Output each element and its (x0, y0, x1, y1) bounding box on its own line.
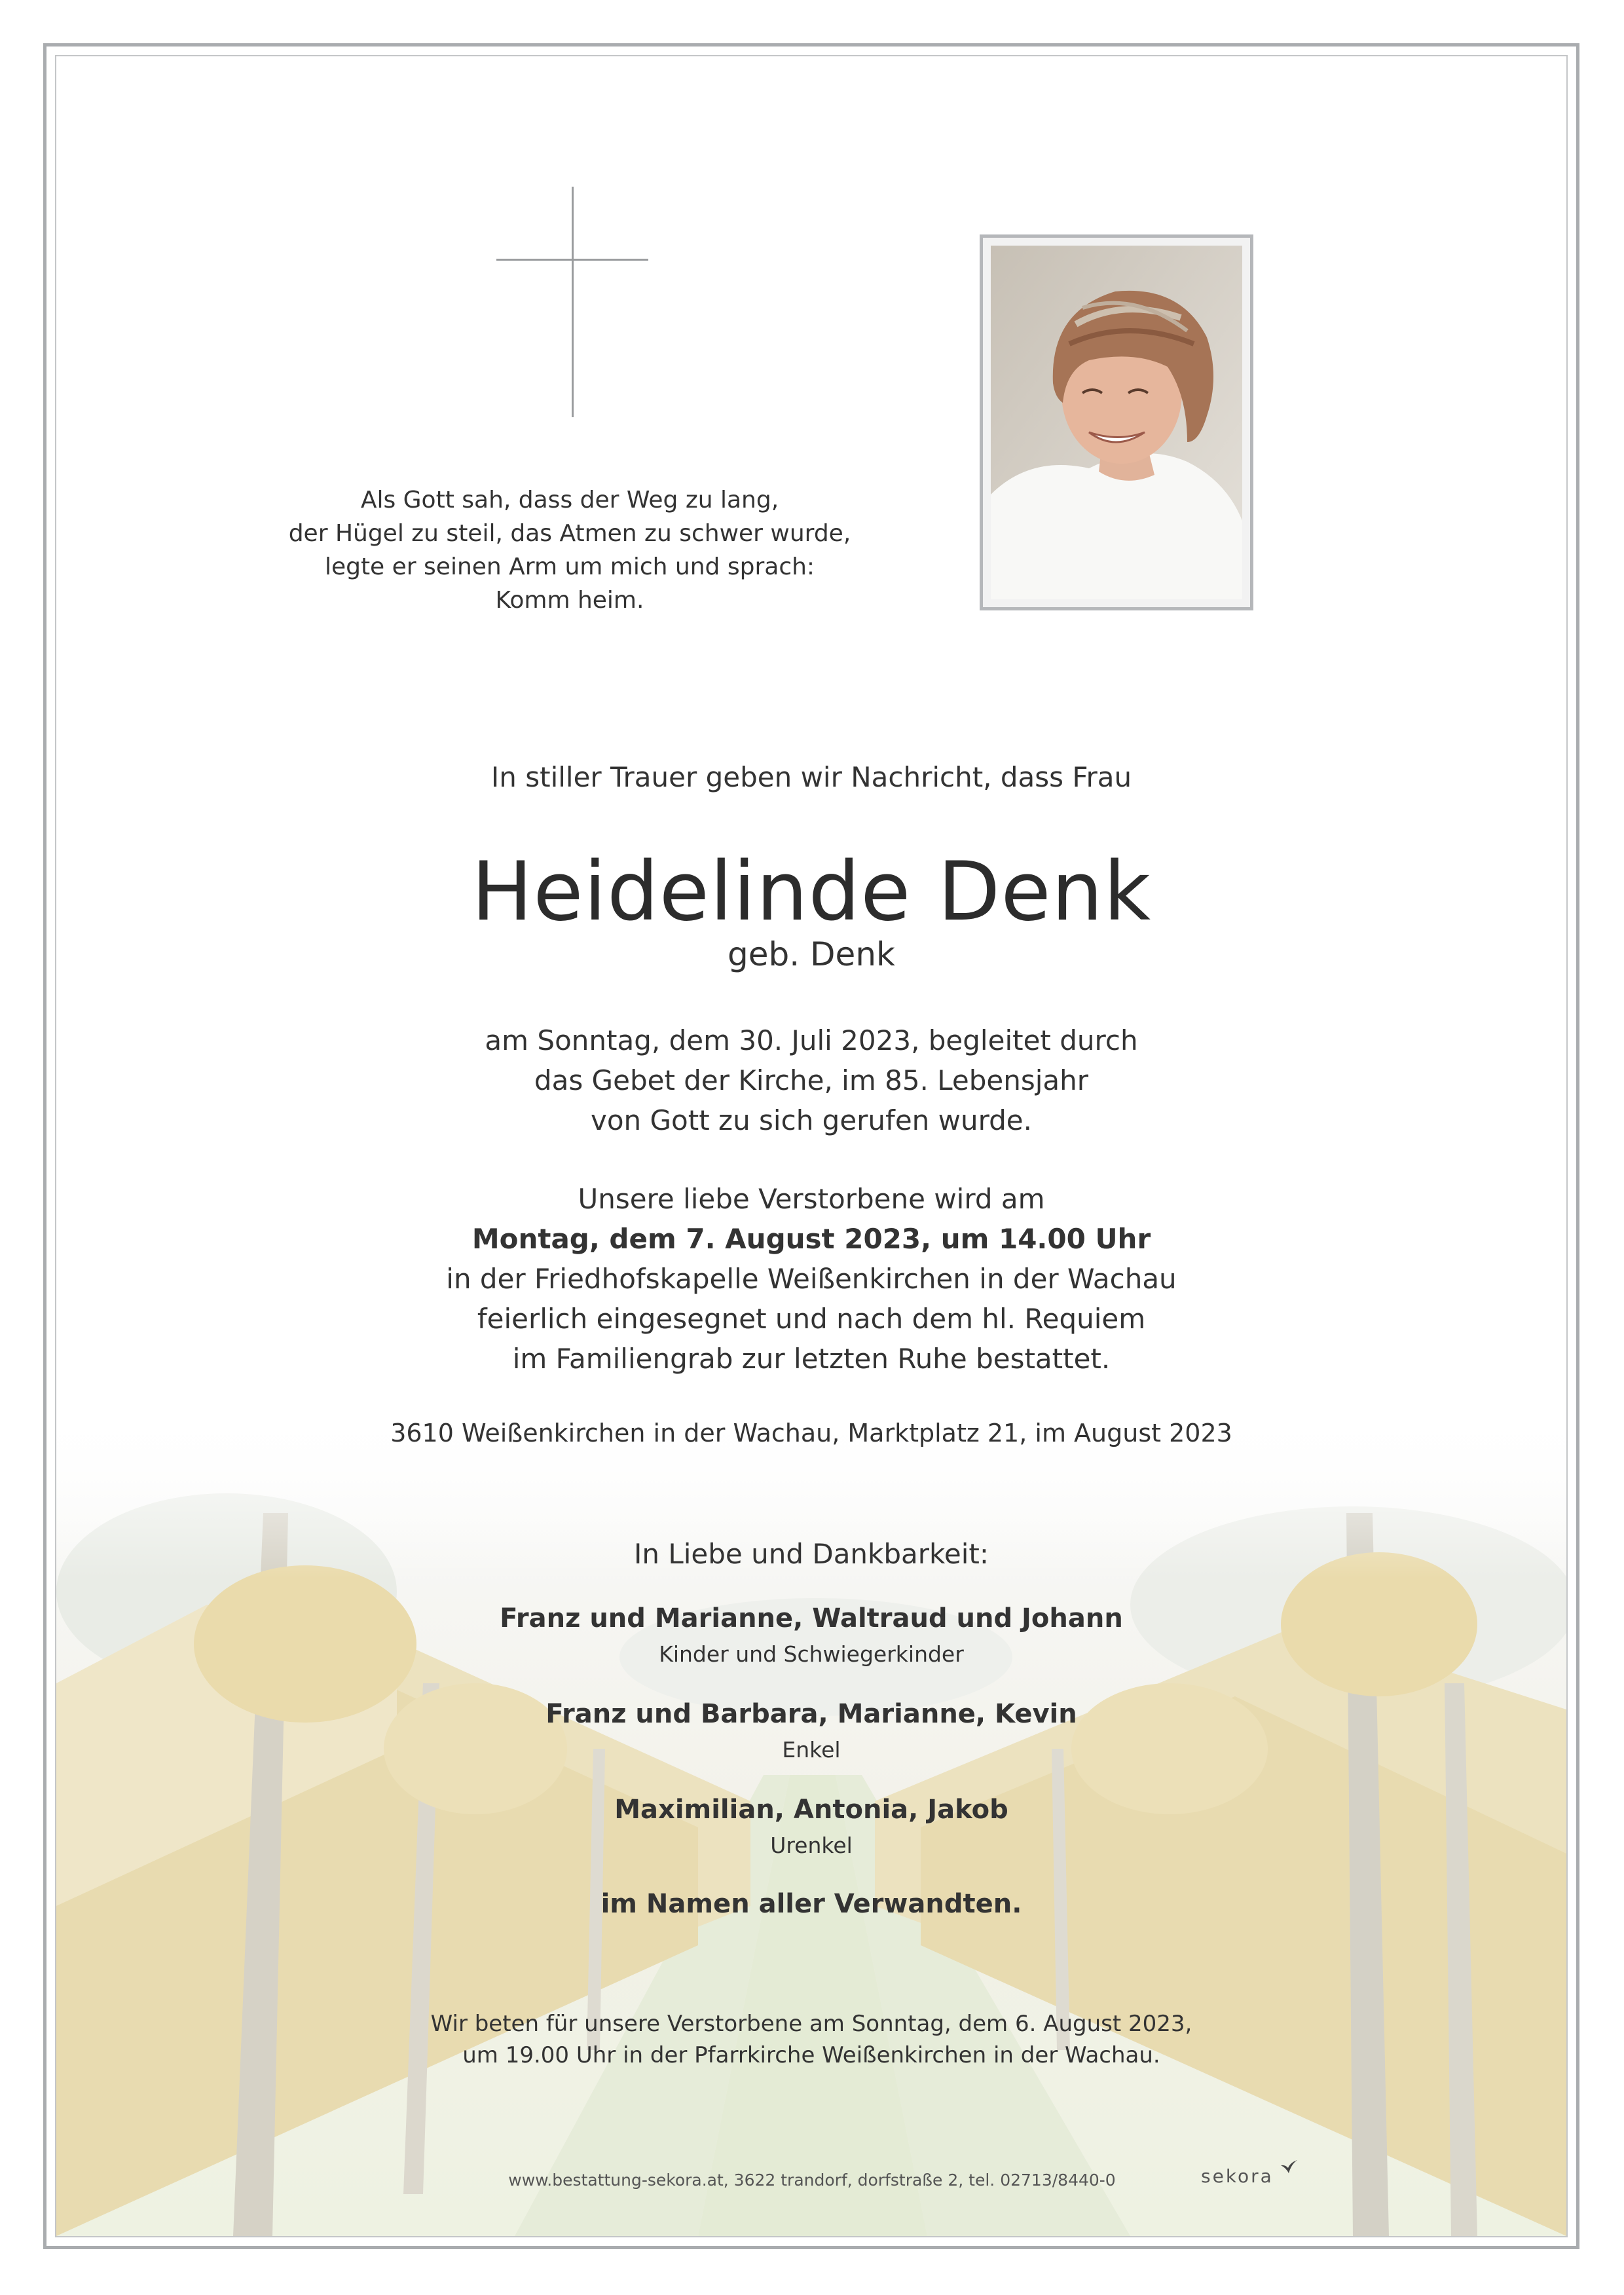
prayer-line: Wir beten für unsere Verstorbene am Sonntag, dem 6. August 2023, (430, 2011, 1192, 2037)
verse-line: der Hügel zu steil, das Atmen zu schwer wurde, (288, 520, 851, 547)
funeral-date-time: Montag, dem 7. August 2023, um 14.00 Uhr (471, 1223, 1151, 1255)
death-notice-line: von Gott zu sich gerufen wurde. (590, 1104, 1032, 1136)
deceased-name: Heidelinde Denk (471, 845, 1152, 939)
verse-line: Als Gott sah, dass der Weg zu lang, (360, 487, 779, 513)
death-notice-line: am Sonntag, dem 30. Juli 2023, begleitet durch (485, 1024, 1138, 1056)
address-line: 3610 Weißenkirchen in der Wachau, Marktplatz 21, im August 2023 (390, 1419, 1232, 1447)
bird-logo-icon (1280, 2159, 1298, 2174)
footer-contact: www.bestattung-sekora.at, 3622 trandorf, dorfstraße 2, tel. 02713/8440-0 (508, 2171, 1116, 2190)
family-relation: Urenkel (770, 1833, 853, 1858)
funeral-line: im Familiengrab zur letzten Ruhe bestattet. (512, 1343, 1111, 1375)
prayer-line: um 19.00 Uhr in der Pfarrkirche Weißenkirchen in der Wachau. (462, 2042, 1160, 2068)
funeral-line: feierlich eingesegnet und nach dem hl. Requiem (477, 1303, 1146, 1335)
brand-logo: sekora (1201, 2165, 1274, 2187)
portrait-photo (980, 234, 1253, 610)
death-notice-line: das Gebet der Kirche, im 85. Lebensjahr (534, 1064, 1089, 1096)
verse-line: legte er seinen Arm um mich und sprach: (324, 553, 815, 580)
family-names: Maximilian, Antonia, Jakob (614, 1795, 1008, 1825)
family-relation: Kinder und Schwiegerkinder (659, 1641, 964, 1667)
cross-icon (496, 187, 648, 417)
maiden-name: geb. Denk (728, 935, 895, 973)
funeral-line: Unsere liebe Verstorbene wird am (578, 1183, 1045, 1215)
family-relation: Enkel (782, 1737, 841, 1763)
funeral-line: in der Friedhofskapelle Weißenkirchen in der Wachau (446, 1263, 1177, 1295)
family-names: Franz und Barbara, Marianne, Kevin (545, 1699, 1077, 1729)
verse-line: Komm heim. (495, 587, 644, 614)
family-closing: im Namen aller Verwandten. (600, 1889, 1022, 1919)
family-names: Franz und Marianne, Waltraud und Johann (500, 1603, 1123, 1633)
intro-text: In stiller Trauer geben wir Nachricht, dass Frau (490, 761, 1132, 793)
family-heading: In Liebe und Dankbarkeit: (633, 1538, 989, 1570)
